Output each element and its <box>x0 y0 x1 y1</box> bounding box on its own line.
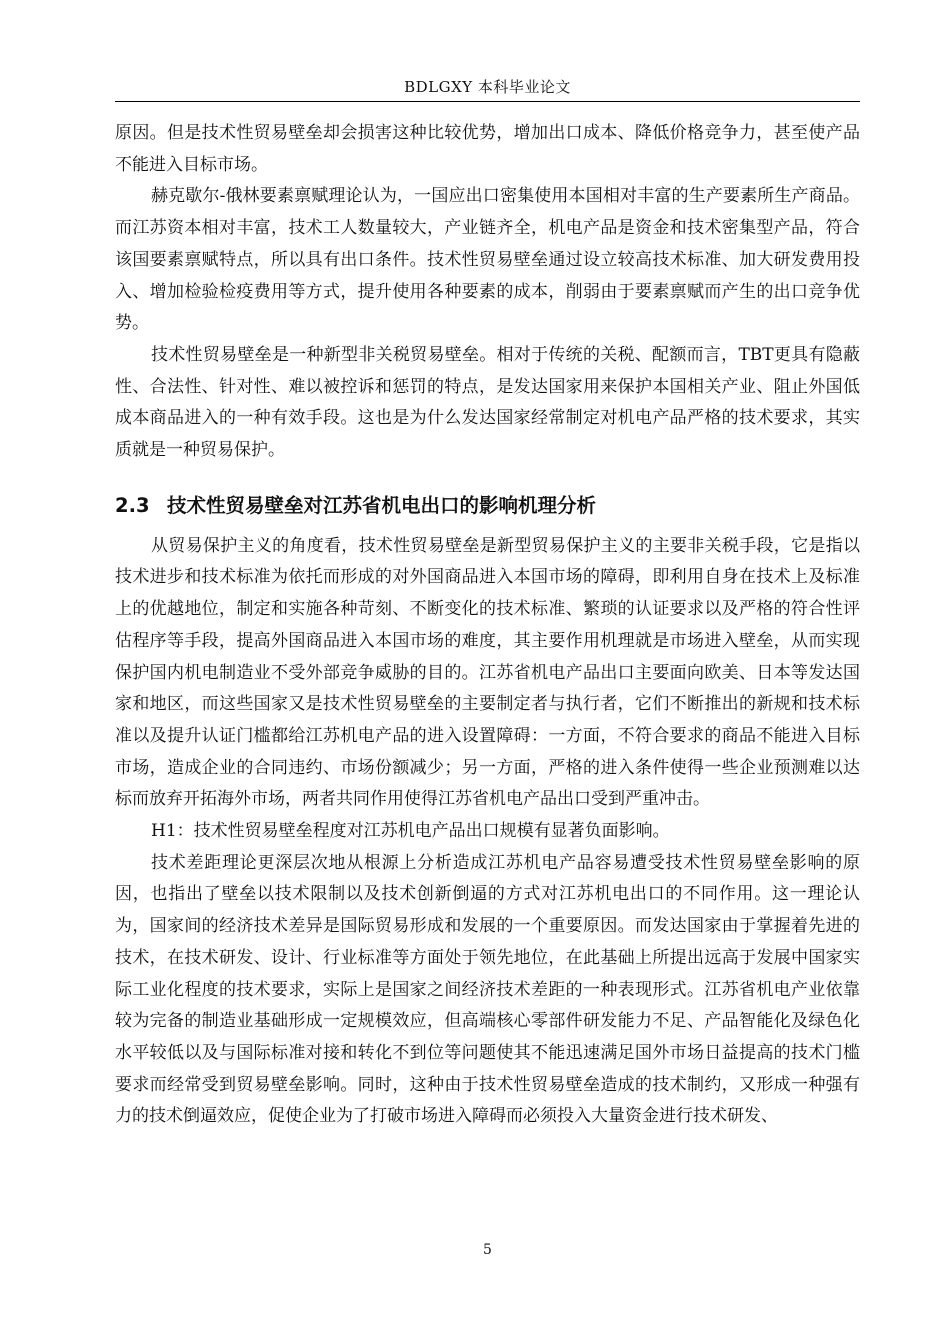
paragraph: 赫克歇尔-俄林要素禀赋理论认为，一国应出口密集使用本国相对丰富的生产要素所生产商品。而江苏资本相对丰富，技术工人数量较大，产业链齐全，机电产品是资金和技术密集型产品，符合该国要素禀赋特点，所以具有出口条件。技术性贸易壁垒通过设立较高技术标准、加大研发费用投入、增加检验检疫费用等方式，提升使用各种要素的成本，削弱由于要素禀赋而产生的出口竞争优势。 <box>115 186 860 334</box>
page-number: 5 <box>483 1242 492 1258</box>
section-heading <box>115 489 860 523</box>
running-header: BDLGXY 本科毕业论文 <box>404 78 571 96</box>
paragraph: 从贸易保护主义的角度看，技术性贸易壁垒是新型贸易保护主义的主要非关税手段，它是指以技术进步和技术标准为依托而形成的对外国商品进入本国市场的障碍，即利用自身在技术上及标准上的优越地位，制定和实施各种苛刻、不断变化的技术标准、繁琐的认证要求以及严格的符合性评估程序等手段，提高外国商品进入本国市场的难度，其主要作用机理就是市场进入壁垒，从而实现保护国内机电制造业不受外部竞争威胁的目的。江苏省机电产品出口主要面向欧美、日本等发达国家和地区，而这些国家又是技术性贸易壁垒的主要制定者与执行者，它们不断推出的新规和技术标准以及提升认证门槛都给江苏机电产品的进入设置障碍：一方面，不符合要求的商品不能进入目标市场，造成企业的合同违约、市场份额减少；另一方面，严格的进入条件使得一些企业预测难以达标而放弃开拓海外市场，两者共同作用使得江苏省机电产品出口受到严重冲击。 <box>115 535 860 810</box>
document-body <box>115 118 860 1133</box>
paragraph: 技术差距理论更深层次地从根源上分析造成江苏机电产品容易遭受技术性贸易壁垒影响的原因，也指出了壁垒以技术限制以及技术创新倒逼的方式对江苏机电出口的不同作用。这一理论认为，国家间的经济技术差异是国际贸易形成和发展的一个重要原因。而发达国家由于掌握着先进的技术，在技术研发、设计、行业标准等方面处于领先地位，在此基础上所提出远高于发展中国家实际工业化程度的技术要求，实际上是国家之间经济技术差距的一种表现形式。江苏省机电产业依靠较为完备的制造业基础形成一定规模效应，但高端核心零部件研发能力不足、产品智能化及绿色化水平较低以及与国际标准对接和转化不到位等问题使其不能迅速满足国外市场日益提高的技术门槛要求而经常受到贸易壁垒影响。同时，这种由于技术性贸易壁垒造成的技术制约，又形成一种强有力的技术倒逼效应，促使企业为了打破市场进入障碍而必须投入大量资金进行技术研发、 <box>115 852 860 1127</box>
paragraph: 原因。但是技术性贸易壁垒却会损害这种比较优势，增加出口成本、降低价格竞争力，甚至使产品不能进入目标市场。 <box>115 123 860 175</box>
header-divider <box>115 101 860 102</box>
section-title: 技术性贸易壁垒对江苏省机电出口的影响机理分析 <box>167 493 597 517</box>
section-number: 2.3 <box>115 493 150 517</box>
hypothesis: H1：技术性贸易壁垒程度对江苏机电产品出口规模有显著负面影响。 <box>151 821 670 842</box>
paragraph: 技术性贸易壁垒是一种新型非关税贸易壁垒。相对于传统的关税、配额而言，TBT更具有隐蔽性、合法性、针对性、难以被控诉和惩罚的特点，是发达国家用来保护本国相关产业、阻止外国低成本商品进入的一种有效手段。这也是为什么发达国家经常制定对机电产品严格的技术要求，其实质就是一种贸易保护。 <box>115 344 860 461</box>
